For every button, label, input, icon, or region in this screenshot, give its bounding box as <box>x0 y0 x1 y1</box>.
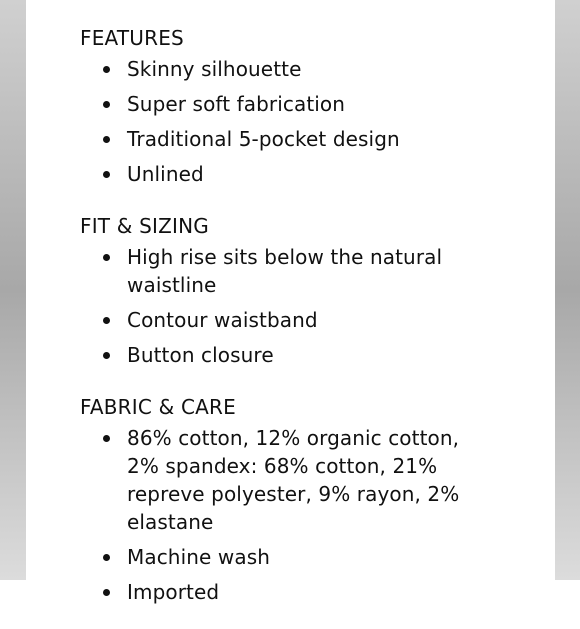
list-item <box>80 424 555 536</box>
section-title-fit-sizing: FIT & SIZING <box>80 214 209 238</box>
list-item-text: Machine wash <box>127 545 270 569</box>
product-details-card <box>26 0 555 604</box>
list-item <box>80 55 555 83</box>
features-list <box>80 55 555 188</box>
list-item <box>80 341 555 369</box>
bullet-icon <box>103 136 110 143</box>
bullet-icon <box>103 171 110 178</box>
bullet-icon <box>103 317 110 324</box>
product-details-content <box>80 23 555 629</box>
list-item <box>80 543 555 571</box>
section-title-fabric-care: FABRIC & CARE <box>80 395 236 419</box>
list-item-text: Imported <box>127 580 220 604</box>
list-item-text: High rise sits below the natural waistline <box>127 245 443 297</box>
list-item-text: Contour waistband <box>127 308 318 332</box>
list-item-text: Super soft fabrication <box>127 92 346 116</box>
list-item <box>80 90 555 118</box>
list-item-text: Skinny silhouette <box>127 57 302 81</box>
bullet-icon <box>103 554 110 561</box>
list-item-text: Button closure <box>127 343 274 367</box>
section-fabric-care <box>80 392 555 606</box>
bullet-icon <box>103 254 110 261</box>
list-item <box>80 243 555 299</box>
bullet-icon <box>103 66 110 73</box>
list-item <box>80 125 555 153</box>
fit-sizing-list <box>80 243 555 369</box>
list-item-text: Unlined <box>127 162 204 186</box>
bullet-icon <box>103 352 110 359</box>
section-features <box>80 23 555 188</box>
bullet-icon <box>103 435 110 442</box>
list-item-text: Traditional 5-pocket design <box>127 127 400 151</box>
section-title-features: FEATURES <box>80 26 184 50</box>
bullet-icon <box>103 589 110 596</box>
list-item-text: 86% cotton, 12% organic cotton, 2% spandex: 68% cotton, 21% repreve polyester, 9% rayon, 2% elastane <box>127 426 460 534</box>
list-item <box>80 578 555 606</box>
list-item <box>80 160 555 188</box>
section-fit-sizing <box>80 211 555 369</box>
fabric-care-list <box>80 424 555 606</box>
list-item <box>80 306 555 334</box>
bullet-icon <box>103 101 110 108</box>
